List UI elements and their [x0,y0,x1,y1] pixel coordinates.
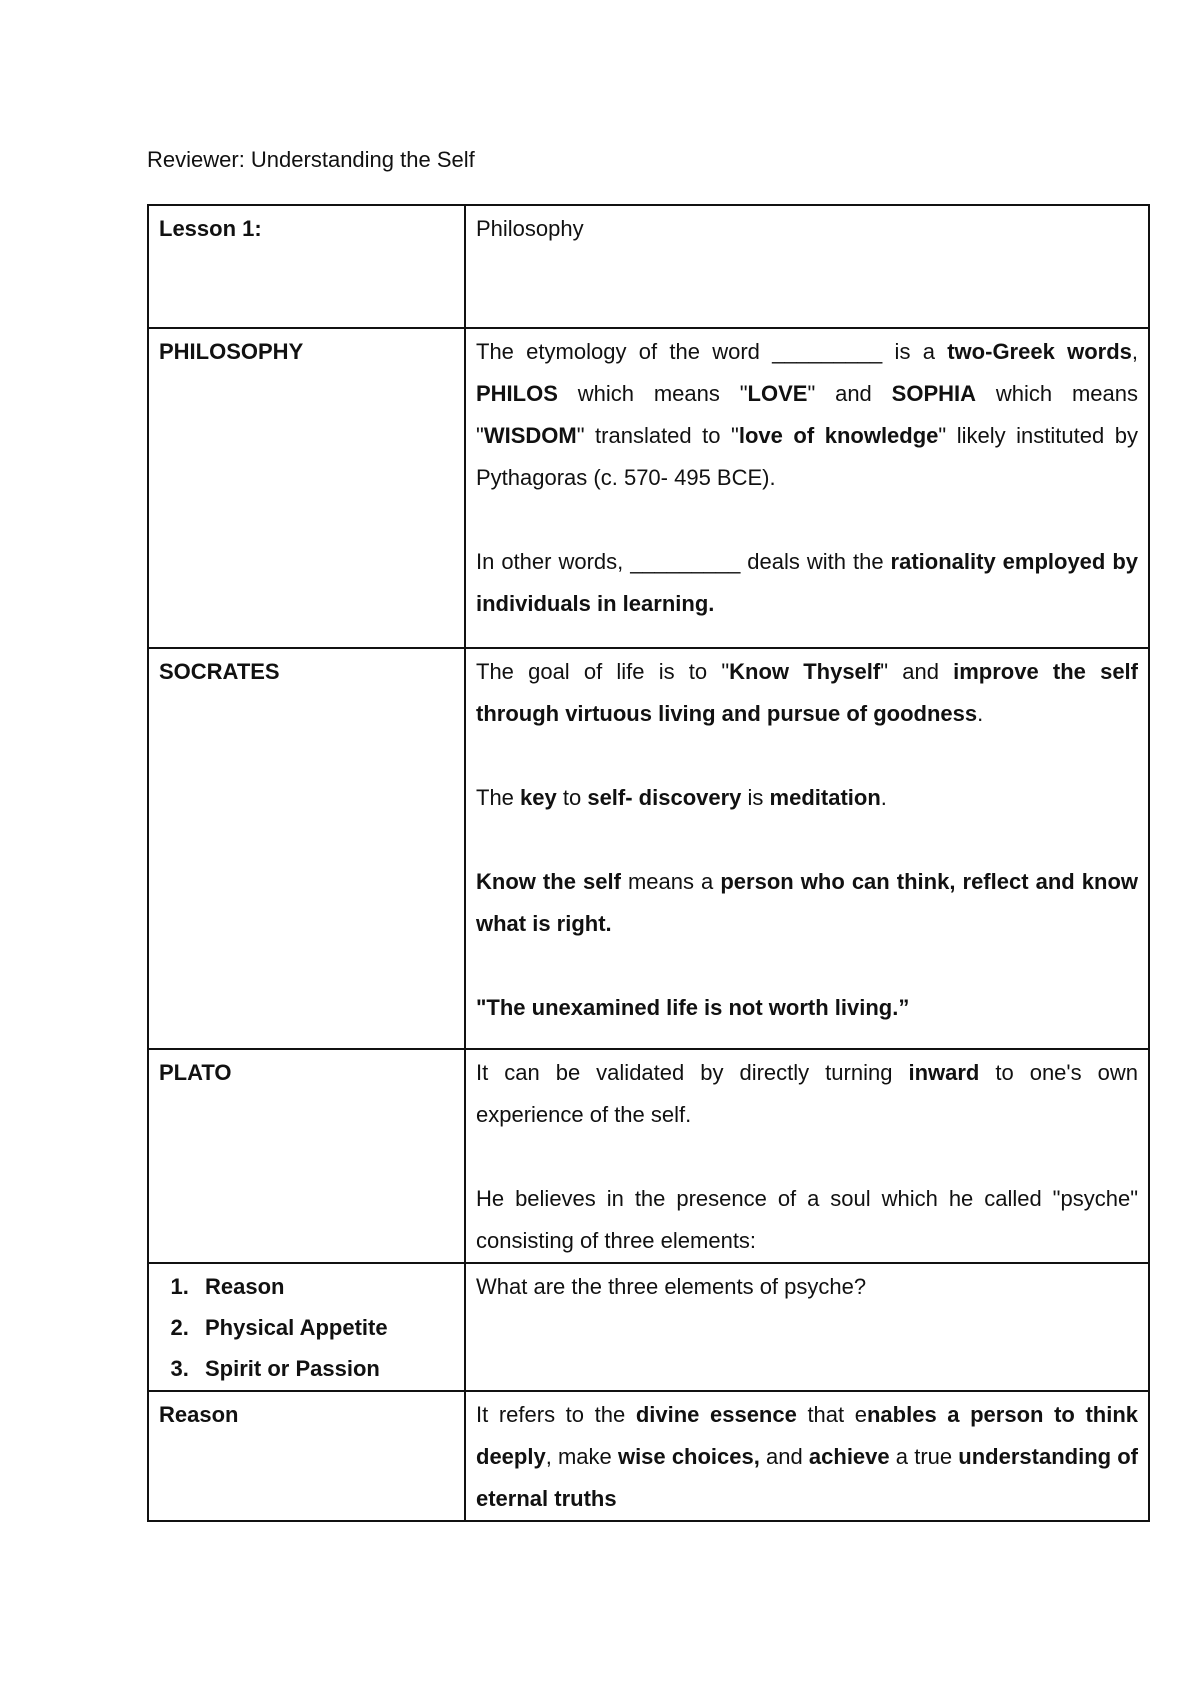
description-cell [465,648,1149,1049]
list-item: 3. Spirit or Passion [195,1348,454,1389]
paragraph: In other words, _________ deals with the rationality employed by individuals in learning. [476,549,1139,616]
term-cell: Lesson 1: [148,205,465,328]
reviewer-table [147,204,1150,1522]
list-item: 2. Physical Appetite [195,1307,454,1348]
term-cell [148,1263,465,1391]
term-cell: PLATO [148,1049,465,1263]
paragraph: It can be validated by directly turning inward to one's own experience of the self. [476,1060,1138,1127]
term-cell: PHILOSOPHY [148,328,465,648]
table-row [148,205,1149,328]
term-cell: SOCRATES [148,648,465,1049]
psyche-elements-list [159,1266,454,1389]
paragraph: It refers to the divine essence that enables a person to think deeply, make wise choices, and achieve a true understanding of eternal truths [476,1402,1139,1511]
description-cell: What are the three elements of psyche? [465,1263,1149,1391]
page-title: Reviewer: Understanding the Self [147,147,475,172]
table-row [148,328,1149,648]
paragraph: The etymology of the word _________ is a two-Greek words, PHILOS which means "LOVE" and SOPHIA which means "WISDOM" translated to "love of knowledge" likely instituted by Pythagoras (c. 570- 495 BCE). [476,339,1139,490]
description-cell [465,328,1149,648]
table-row [148,1391,1149,1521]
list-item: 1. Reason [195,1266,454,1307]
paragraph: The key to self- discovery is meditation. [476,785,887,810]
table-row [148,1263,1149,1391]
table-row [148,1049,1149,1263]
table-row [148,648,1149,1049]
quote: "The unexamined life is not worth living.” [476,995,910,1020]
description-cell [465,1391,1149,1521]
description-cell: Philosophy [465,205,1149,328]
term-cell: Reason [148,1391,465,1521]
paragraph: He believes in the presence of a soul which he called "psyche" consisting of three elements: [476,1186,1138,1253]
description-cell [465,1049,1149,1263]
paragraph: The goal of life is to "Know Thyself" and improve the self through virtuous living and pursue of goodness. [476,659,1138,726]
paragraph: Know the self means a person who can think, reflect and know what is right. [476,869,1138,936]
